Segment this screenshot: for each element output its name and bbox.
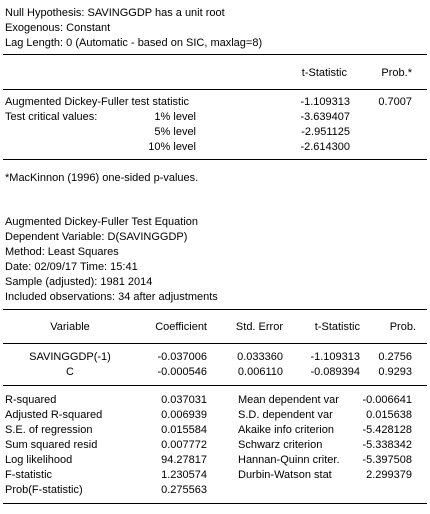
stat-label: Adjusted R-squared bbox=[5, 409, 103, 421]
null-hypothesis: Null Hypothesis: SAVINGGDP has a unit root bbox=[5, 7, 225, 19]
divider bbox=[3, 89, 427, 90]
col-header-tstat: t-Statistic bbox=[301, 67, 347, 79]
coef-variable: C bbox=[66, 366, 74, 378]
coef-tstat: -0.089394 bbox=[310, 366, 360, 378]
stat-value: 0.037031 bbox=[161, 394, 207, 406]
coef-header-prob: Prob. bbox=[389, 321, 416, 333]
stat-value: -5.428128 bbox=[362, 424, 412, 436]
observations-line: Included observations: 34 after adjustments bbox=[5, 291, 218, 303]
stat-label: S.E. of regression bbox=[5, 424, 93, 436]
coef-header-stderror: Std. Error bbox=[235, 321, 283, 333]
coef-prob: 0.2756 bbox=[378, 351, 412, 363]
date-line: Date: 02/09/17 Time: 15:41 bbox=[5, 261, 138, 273]
coef-stderror: 0.006110 bbox=[237, 366, 283, 378]
adf-stat-prob: 0.7007 bbox=[378, 96, 412, 108]
stat-value: 2.299379 bbox=[366, 469, 412, 481]
stat-label: Prob(F-statistic) bbox=[5, 484, 83, 496]
critical-value: -3.639407 bbox=[300, 111, 350, 123]
stat-label: F-statistic bbox=[5, 469, 53, 481]
stat-label: Sum squared resid bbox=[5, 439, 98, 451]
coef-header-coefficient: Coefficient bbox=[155, 321, 207, 333]
stat-label: Durbin-Watson stat bbox=[238, 469, 332, 481]
critical-level: 1% level bbox=[154, 111, 196, 123]
stat-value: 1.230574 bbox=[161, 469, 207, 481]
stat-value: -5.338342 bbox=[362, 439, 412, 451]
stat-value: -0.006641 bbox=[362, 394, 412, 406]
stat-label: Akaike info criterion bbox=[238, 424, 334, 436]
coef-value: -0.037006 bbox=[157, 351, 207, 363]
adf-stat-tstat: -1.109313 bbox=[300, 96, 350, 108]
stat-label: S.D. dependent var bbox=[238, 409, 333, 421]
coef-header-variable: Variable bbox=[50, 321, 90, 333]
coef-tstat: -1.109313 bbox=[310, 351, 360, 363]
divider bbox=[3, 385, 427, 386]
coef-prob: 0.9293 bbox=[378, 366, 412, 378]
coef-value: -0.000546 bbox=[157, 366, 207, 378]
lag-length-line: Lag Length: 0 (Automatic - based on SIC, maxlag=8) bbox=[5, 37, 263, 49]
stat-value: 0.015638 bbox=[366, 409, 412, 421]
stat-label: Hannan-Quinn criter. bbox=[238, 454, 340, 466]
stat-value: 0.007772 bbox=[161, 439, 207, 451]
stat-label: Log likelihood bbox=[5, 454, 73, 466]
critical-level: 5% level bbox=[154, 126, 196, 138]
exogenous-line: Exogenous: Constant bbox=[5, 22, 111, 34]
stat-value: 0.275563 bbox=[161, 484, 207, 496]
coef-variable: SAVINGGDP(-1) bbox=[29, 351, 111, 363]
stat-value: 0.006939 bbox=[161, 409, 207, 421]
adf-stat-label: Augmented Dickey-Fuller test statistic bbox=[5, 96, 190, 108]
stat-value: 0.015584 bbox=[161, 424, 207, 436]
col-header-prob: Prob.* bbox=[381, 67, 412, 79]
divider bbox=[3, 54, 427, 55]
critical-values-label: Test critical values: bbox=[5, 111, 98, 123]
footnote: *MacKinnon (1996) one-sided p-values. bbox=[5, 172, 199, 184]
critical-value: -2.951125 bbox=[301, 126, 350, 138]
dependent-variable: Dependent Variable: D(SAVINGGDP) bbox=[5, 231, 188, 243]
critical-value: -2.614300 bbox=[300, 141, 350, 153]
critical-level: 10% level bbox=[148, 141, 196, 153]
coef-header-tstat: t-Statistic bbox=[314, 321, 360, 333]
stat-value: 94.27817 bbox=[161, 454, 207, 466]
stat-label: Schwarz criterion bbox=[238, 439, 323, 451]
stat-label: Mean dependent var bbox=[238, 394, 339, 406]
divider bbox=[3, 159, 427, 160]
stat-value: -5.397508 bbox=[362, 454, 412, 466]
coef-stderror: 0.033360 bbox=[237, 351, 283, 363]
divider bbox=[3, 503, 427, 504]
method-line: Method: Least Squares bbox=[5, 246, 119, 258]
divider bbox=[3, 309, 427, 310]
stat-label: R-squared bbox=[5, 394, 57, 406]
sample-line: Sample (adjusted): 1981 2014 bbox=[5, 276, 153, 288]
equation-title: Augmented Dickey-Fuller Test Equation bbox=[5, 216, 199, 228]
divider bbox=[3, 343, 427, 344]
